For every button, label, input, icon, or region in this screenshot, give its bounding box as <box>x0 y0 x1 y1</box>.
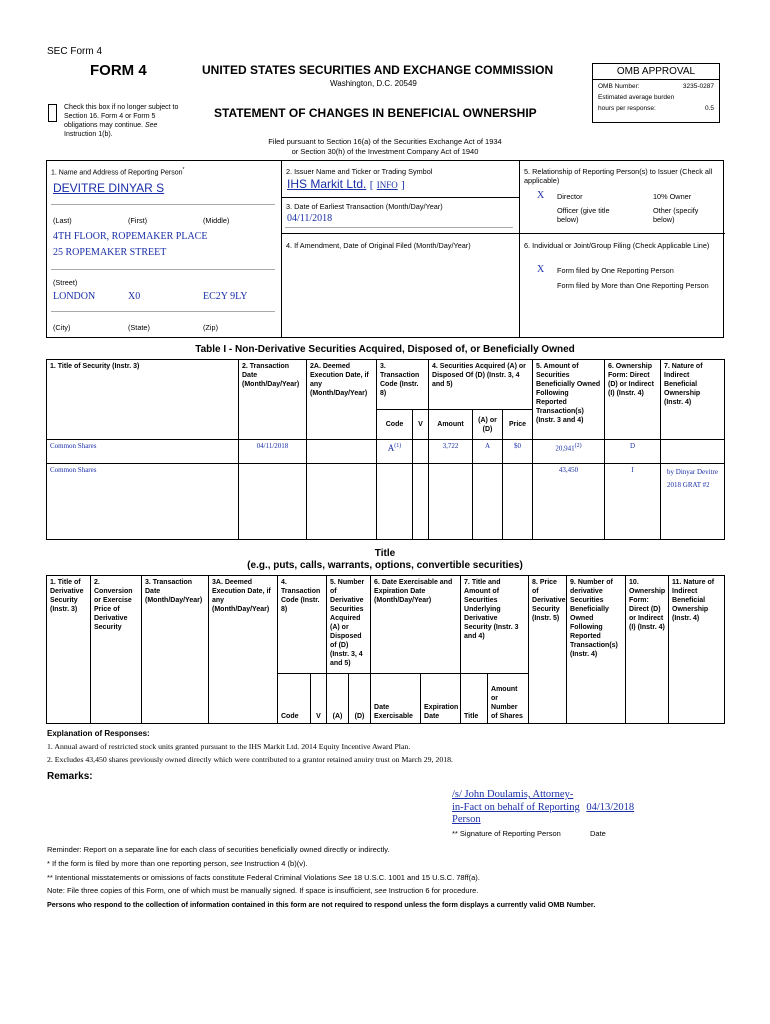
t1-r0-v <box>413 440 429 464</box>
city: LONDON <box>53 291 96 302</box>
reminder: Reminder: Report on a separate line for each class of securities beneficially owned directly or indirectly. <box>47 845 390 854</box>
form-title: FORM 4 <box>90 62 147 79</box>
omb-burden-label: Estimated average burden <box>598 94 675 101</box>
omb-title: OMB APPROVAL <box>593 64 719 80</box>
first-label: (First) <box>128 216 148 225</box>
table2 <box>46 575 725 724</box>
t2-h4: 4. Transaction Code (Instr. 8) <box>278 576 327 674</box>
filed-pursuant: Filed pursuant to Section 16(a) of the Securities Exchange Act of 1934 or Section 30(h) of the Investment Company Act of 1940 <box>268 137 502 156</box>
t1-r0-title: Common Shares <box>47 440 239 464</box>
t2-h7: 7. Title and Amount of Securities Underlying Derivative Security (Instr. 3 and 4) <box>461 576 529 674</box>
state-label: (State) <box>128 323 150 332</box>
filing-label: 6. Individual or Joint/Group Filing (Check Applicable Line) <box>524 241 710 250</box>
city-label: (City) <box>53 323 71 332</box>
t2-h3: 3. Transaction Date (Month/Day/Year) <box>142 576 209 724</box>
table-row <box>47 464 725 540</box>
table-row <box>47 440 725 464</box>
t1-amount: Amount <box>429 410 473 440</box>
signature-label: ** Signature of Reporting Person <box>452 829 561 838</box>
t1-r0-code: $A^{(1)}$ <box>377 440 413 464</box>
statement-title: STATEMENT OF CHANGES IN BENEFICIAL OWNERSHIP <box>214 106 537 120</box>
t1-r0-price: $0 <box>503 440 533 464</box>
t1-r1-v <box>413 464 429 540</box>
issuer-label: 2. Issuer Name and Ticker or Trading Symbol <box>286 167 433 176</box>
checkbox-box[interactable] <box>48 104 57 122</box>
one-person-label: Form filed by One Reporting Person <box>557 266 674 275</box>
issuer-name[interactable]: IHS Markit Ltd. <box>287 177 367 191</box>
t1-r1-deemed <box>307 464 377 540</box>
t2-h2: 2. Conversion or Exercise Price of Derivative Security <box>91 576 142 724</box>
one-person-mark[interactable]: X <box>537 264 545 275</box>
t2-title: Title <box>461 674 488 724</box>
t1-r1-amount <box>429 464 473 540</box>
t1-r1-title: Common Shares <box>47 464 239 540</box>
t1-r0-amount: 3,722 <box>429 440 473 464</box>
t2-h6: 6. Date Exercisable and Expiration Date (Month/Day/Year) <box>371 576 461 674</box>
address-line2: 25 ROPEMAKER STREET <box>53 247 167 258</box>
t1-h6: 6. Ownership Form: Direct (D) or Indirect (I) (Instr. 4) <box>605 360 661 440</box>
location: Washington, D.C. 20549 <box>330 79 417 88</box>
reporting-section <box>46 160 724 338</box>
t1-r1-ad <box>473 464 503 540</box>
reporting-person-label: 1. Name and Address of Reporting Person* <box>51 167 185 177</box>
earliest-date: 04/11/2018 <box>287 213 333 224</box>
t2-a: (A) <box>327 674 349 724</box>
t1-ad: (A) or (D) <box>473 410 503 440</box>
date-label: Date <box>590 829 606 838</box>
more-person-label: Form filed by More than One Reporting Person <box>557 281 709 290</box>
explanation-heading: Explanation of Responses: <box>47 729 150 738</box>
zip-label: (Zip) <box>203 323 218 332</box>
t2-amount: Amount or Number of Shares <box>488 674 529 724</box>
t1-h7: 7. Nature of Indirect Beneficial Ownership (Instr. 4) <box>661 360 725 440</box>
state: X0 <box>128 291 141 302</box>
t2-date-ex: Date Exercisable <box>371 674 421 724</box>
t1-h3: 3. Transaction Code (Instr. 8) <box>377 360 429 410</box>
t1-r1-nature: by Dinyar Devitre 2018 GRAT #2 <box>661 464 725 540</box>
footnote-1: 1. Annual award of restricted stock units granted pursuant to the IHS Markit Ltd. 2014 Equity Incentive Award Plan. <box>47 742 411 751</box>
signature-date[interactable]: 04/13/2018 <box>586 801 635 813</box>
relationship-label: 5. Relationship of Reporting Person(s) to Issuer (Check all applicable) <box>524 167 713 185</box>
t1-r1-owned: 43,450 <box>533 464 605 540</box>
t2-code: Code <box>278 674 311 724</box>
ticker-link[interactable]: INFO <box>376 180 398 190</box>
footer-star2: ** Intentional misstatements or omissions of facts constitute Federal Criminal Violations See 18 U.S.C. 1001 and 15 U.S.C. 78ff(a). <box>47 873 480 882</box>
t1-r1-code <box>377 464 413 540</box>
t1-r0-date: 04/11/2018 <box>239 440 307 464</box>
footer-persons: Persons who respond to the collection of information contained in this form are not required to respond unless the form displays a currently valid OMB Number. <box>47 900 596 909</box>
t1-h5: 5. Amount of Securities Beneficially Owned Following Reported Transaction(s) (Instr. 3 and 4) <box>533 360 605 440</box>
officer-label: Officer (give title below) <box>557 206 610 224</box>
t2-exp: Expiration Date <box>421 674 461 724</box>
reporting-person-name[interactable]: DEVITRE DINYAR S <box>53 181 165 195</box>
address-line1: 4TH FLOOR, ROPEMAKER PLACE <box>53 231 208 242</box>
omb-box <box>592 63 720 123</box>
t2-h10: 10. Ownership Form: Direct (D) or Indirect (I) (Instr. 4) <box>626 576 669 724</box>
t1-r0-owned: 20,941$^{(2)}$ <box>533 440 605 464</box>
remarks-heading: Remarks: <box>47 771 93 782</box>
omb-hours-value: 0.5 <box>704 105 714 112</box>
t2-h8: 8. Price of Derivative Security (Instr. 5) <box>529 576 567 724</box>
t1-r1-form: I <box>605 464 661 540</box>
omb-number-value: 3235-0287 <box>682 83 714 90</box>
commission-title: UNITED STATES SECURITIES AND EXCHANGE COMMISSION <box>202 63 554 77</box>
earliest-date-label: 3. Date of Earliest Transaction (Month/Day/Year) <box>286 202 443 211</box>
omb-hours-label: hours per response: <box>598 105 656 112</box>
t1-r0-nature <box>661 440 725 464</box>
t2-d: (D) <box>349 674 371 724</box>
amendment-label: 4. If Amendment, Date of Original Filed (Month/Day/Year) <box>286 241 471 250</box>
t1-r0-form: D <box>605 440 661 464</box>
t2-h1: 1. Title of Derivative Security (Instr. 3) <box>47 576 91 724</box>
director-label: Director <box>557 192 583 201</box>
table1 <box>46 359 725 540</box>
middle-label: (Middle) <box>203 216 230 225</box>
t1-price: Price <box>503 410 533 440</box>
street-label: (Street) <box>53 278 78 287</box>
t2-v: V <box>311 674 327 724</box>
t2-h5: 5. Number of Derivative Securities Acquired (A) or Disposed of (D) (Instr. 3, 4 and 5) <box>327 576 371 674</box>
zip: EC2Y 9LY <box>203 291 248 302</box>
t1-code: Code <box>377 410 413 440</box>
t1-v: V <box>413 410 429 440</box>
t1-r1-date <box>239 464 307 540</box>
table1-title: Table I - Non-Derivative Securities Acquired, Disposed of, or Beneficially Owned <box>195 344 575 355</box>
t1-r0-ad: A <box>473 440 503 464</box>
t1-h2a: 2A. Deemed Execution Date, if any (Month/Day/Year) <box>307 360 377 440</box>
t1-r0-deemed <box>307 440 377 464</box>
checkbox-text: Check this box if no longer subject to Section 16. Form 4 or Form 5 obligations may continue. See Instruction 1(b). <box>64 104 179 138</box>
director-mark[interactable]: X <box>537 190 545 201</box>
t2-h3a: 3A. Deemed Execution Date, if any (Month/Day/Year) <box>209 576 278 724</box>
t2-h9: 9. Number of derivative Securities Beneficially Owned Following Reported Transaction(s) (Instr. 4) <box>567 576 626 724</box>
last-label: (Last) <box>53 216 72 225</box>
issuer-name-row: IHS Markit Ltd. [ INFO ] <box>287 177 405 191</box>
t1-r1-price <box>503 464 533 540</box>
footnote-2: 2. Excludes 43,450 shares previously owned directly which were contributed to a grantor retained anuiry trust on March 29, 2018. <box>47 755 453 764</box>
signature: /s/ John Doulamis, Attorney- in-Fact on behalf of Reporting 04/13/2018 Person <box>452 789 635 825</box>
table2-title: Title (e.g., puts, calls, warrants, options, convertible securities) <box>247 548 523 571</box>
omb-number-label: OMB Number: <box>598 83 640 90</box>
sec-form-label: SEC Form 4 <box>47 46 103 57</box>
t1-h1: 1. Title of Security (Instr. 3) <box>47 360 239 440</box>
t1-h2: 2. Transaction Date (Month/Day/Year) <box>239 360 307 440</box>
t1-h4: 4. Securities Acquired (A) or Disposed Of (D) (Instr. 3, 4 and 5) <box>429 360 533 410</box>
t2-h11: 11. Nature of Indirect Beneficial Ownership (Instr. 4) <box>669 576 725 724</box>
ten-pct-label: 10% Owner <box>653 192 692 201</box>
footer-note: Note: File three copies of this Form, one of which must be manually signed. If space is insufficient, see Instruction 6 for procedure. <box>47 886 479 895</box>
other-label: Other (specify below) <box>653 206 699 224</box>
footer-star1: * If the form is filed by more than one reporting person, see Instruction 4 (b)(v). <box>47 859 308 868</box>
